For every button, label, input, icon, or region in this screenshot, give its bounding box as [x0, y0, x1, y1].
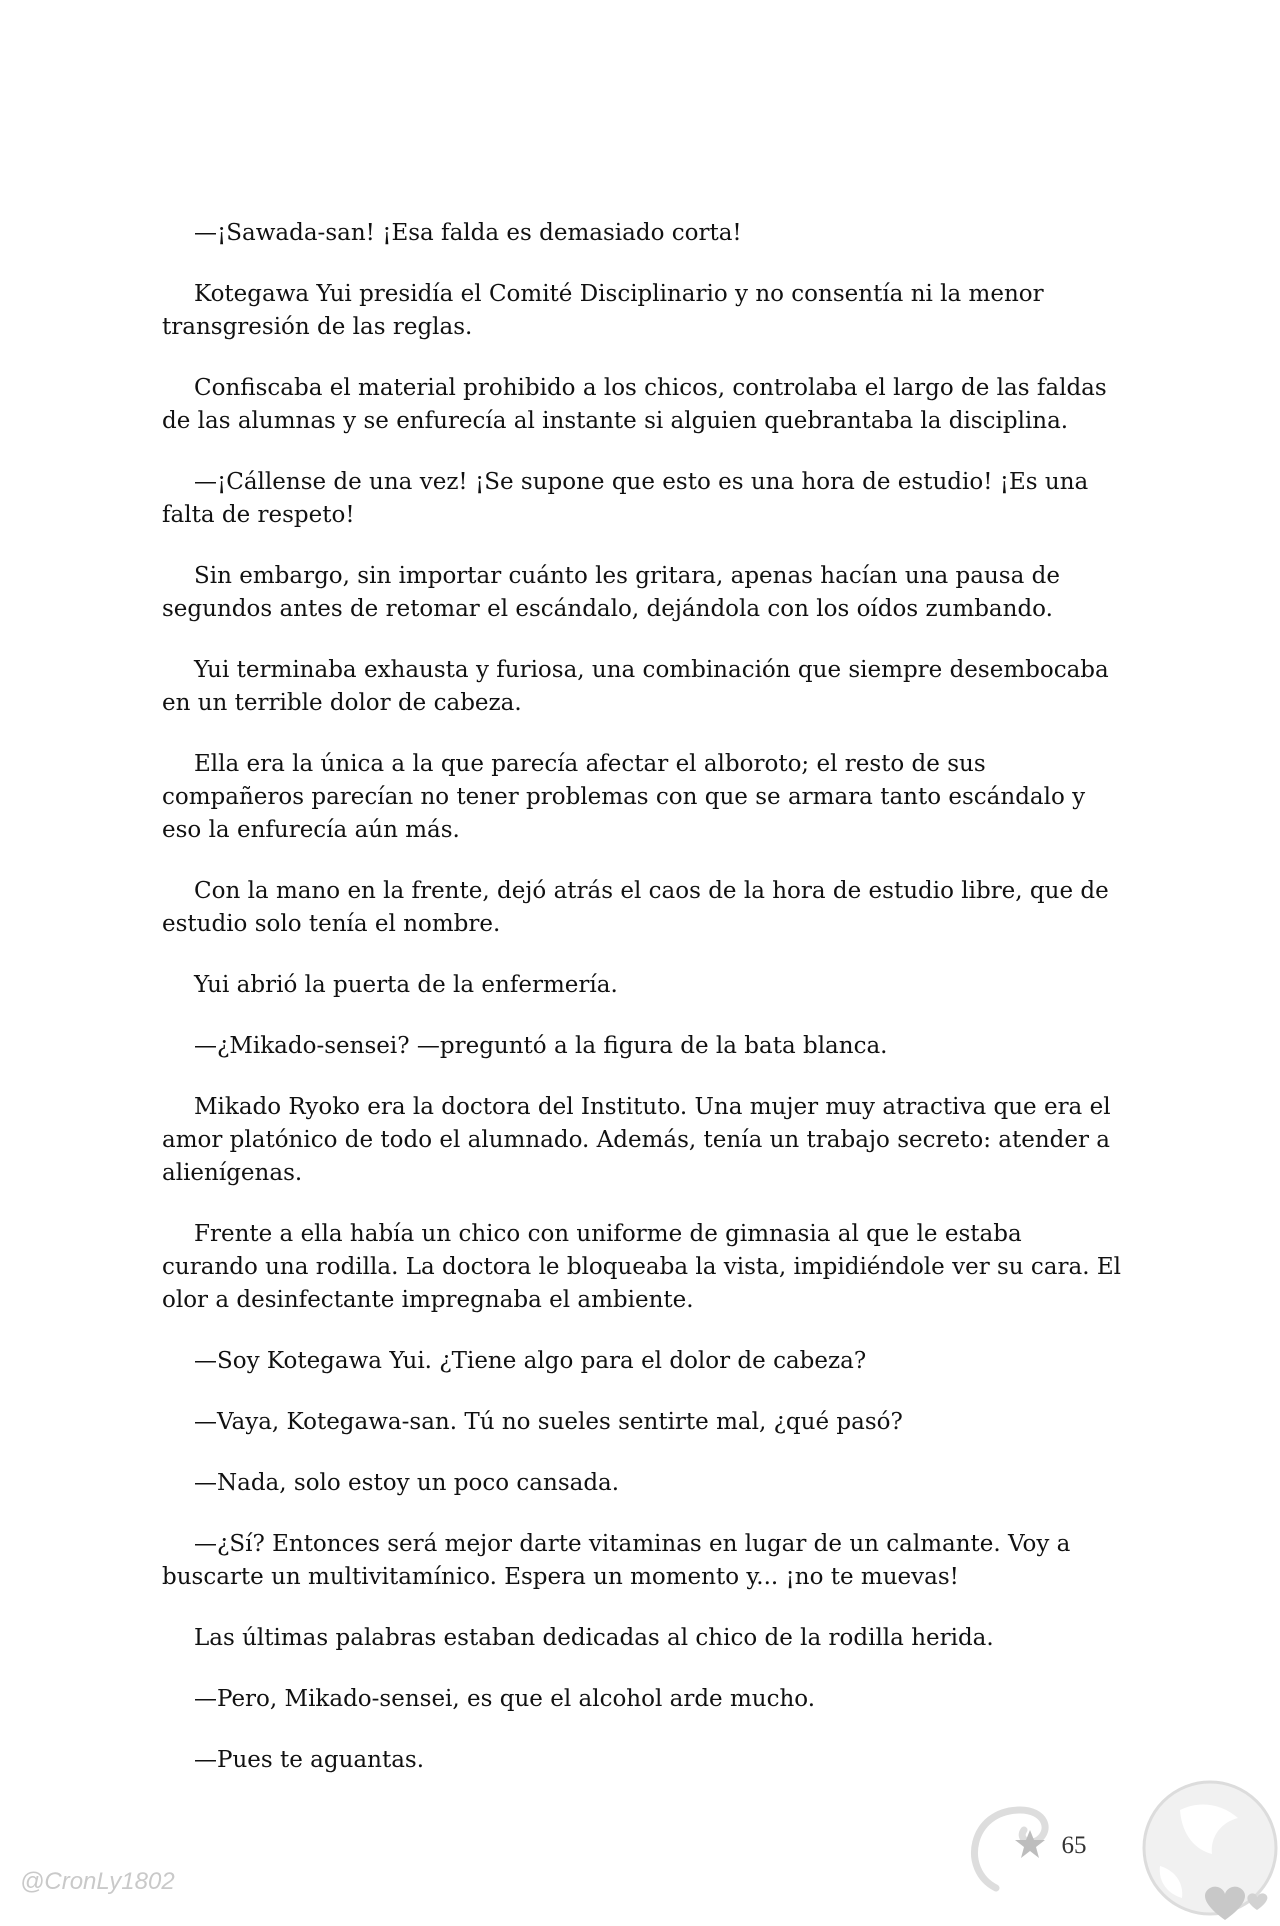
- paragraph: —¿Sí? Entonces será mejor darte vitaminas en lugar de un calmante. Voy a buscarte un multivitamínico. Espera un momento y... ¡no te muevas!: [162, 1531, 1071, 1590]
- paragraph: Sin embargo, sin importar cuánto les gritara, apenas hacían una pausa de segundos antes de retomar el escándalo, dejándola con los oídos zumbando.: [162, 563, 1060, 622]
- paragraph: Las últimas palabras estaban dedicadas al chico de la rodilla herida.: [194, 1625, 994, 1651]
- paragraph: Mikado Ryoko era la doctora del Instituto. Una mujer muy atractiva que era el amor platónico de todo el alumnado. Además, tenía un trabajo secreto: atender a alienígenas.: [162, 1094, 1111, 1186]
- paragraph: Yui abrió la puerta de la enfermería.: [194, 972, 618, 998]
- paragraph: —¡Cállense de una vez! ¡Se supone que esto es una hora de estudio! ¡Es una falta de respeto!: [162, 469, 1089, 528]
- page-number: 65: [1061, 1832, 1087, 1859]
- paragraph: Confiscaba el material prohibido a los chicos, controlaba el largo de las faldas de las alumnas y se enfurecía al instante si alguien quebrantaba la disciplina.: [162, 375, 1107, 434]
- paragraph: Ella era la única a la que parecía afectar el alboroto; el resto de sus compañeros parecían no tener problemas con que se armara tanto escándalo y eso la enfurecía aún más.: [162, 751, 1086, 843]
- paragraph: Yui terminaba exhausta y furiosa, una combinación que siempre desembocaba en un terrible dolor de cabeza.: [162, 657, 1109, 716]
- paragraph: —Vaya, Kotegawa-san. Tú no sueles sentirte mal, ¿qué pasó?: [194, 1409, 903, 1435]
- paragraph: —Soy Kotegawa Yui. ¿Tiene algo para el dolor de cabeza?: [194, 1348, 867, 1374]
- paragraph: —¡Sawada-san! ¡Esa falda es demasiado corta!: [194, 220, 742, 246]
- paragraph: Frente a ella había un chico con uniforme de gimnasia al que le estaba curando una rodilla. La doctora le bloqueaba la vista, impidiéndole ver su cara. El olor a desinfectante impregnaba el ambiente.: [162, 1221, 1121, 1313]
- ornament-graphic: [960, 1770, 1280, 1922]
- watermark: @CronLy1802: [20, 1868, 175, 1895]
- page-body: [162, 217, 1122, 1805]
- paragraph: Kotegawa Yui presidía el Comité Disciplinario y no consentía ni la menor transgresión de las reglas.: [162, 281, 1044, 340]
- paragraph: —¿Mikado-sensei? —preguntó a la figura de la bata blanca.: [194, 1033, 888, 1059]
- paragraph: —Pero, Mikado-sensei, es que el alcohol arde mucho.: [194, 1686, 816, 1712]
- paragraph: —Pues te aguantas.: [194, 1747, 425, 1773]
- footer-ornament: [960, 1770, 1280, 1922]
- paragraph: Con la mano en la frente, dejó atrás el caos de la hora de estudio libre, que de estudio solo tenía el nombre.: [162, 878, 1109, 937]
- paragraph: —Nada, solo estoy un poco cansada.: [194, 1470, 620, 1496]
